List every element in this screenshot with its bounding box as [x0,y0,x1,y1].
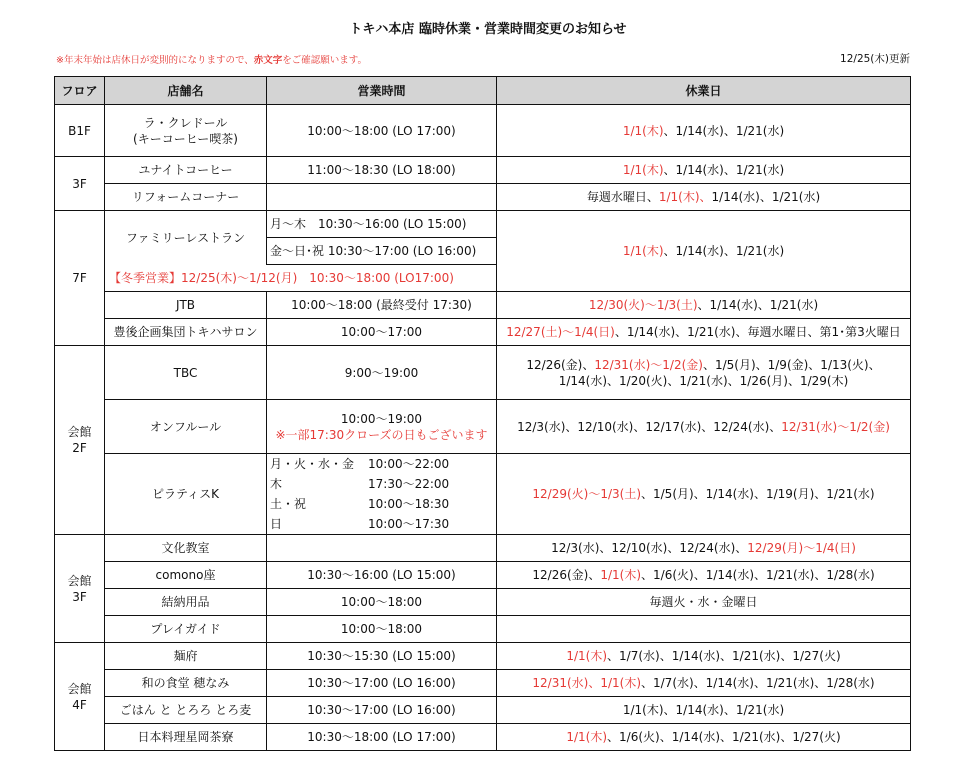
winter-hours-note: 【冬季営業】12/25(木)～1/12(月) 10:30～18:00 (LO17:00) [105,265,497,292]
floor-cell: 3F [55,157,105,211]
hours-cell: 10:30～17:00 (LO 16:00) [267,697,497,724]
header-closed: 休業日 [497,77,911,105]
closed-cell: 12/30(火)～1/3(土)、1/14(水)、1/21(水) [497,292,911,319]
header-hours: 営業時間 [267,77,497,105]
store-name: ユナイトコーヒー [105,157,267,184]
table-row [55,616,911,643]
table-row [55,454,911,535]
closed-cell: 1/1(木)、1/7(水)、1/14(水)、1/21(水)、1/27(火) [497,643,911,670]
table-row [55,589,911,616]
closed-cell: 12/31(水)、1/1(木)、1/7(水)、1/14(水)、1/21(水)、1/28(水) [497,670,911,697]
hours-cell: 10:00～19:00 ※一部17:30クローズの日もございます [267,400,497,454]
table-row [55,670,911,697]
hours-cell [267,184,497,211]
table-row [55,562,911,589]
store-name: 和の食堂 穂なみ [105,670,267,697]
table-row [55,211,911,238]
floor-cell: 7F [55,211,105,346]
store-name: 豊後企画集団トキハサロン [105,319,267,346]
store-name: 麺府 [105,643,267,670]
table-row [55,184,911,211]
store-name: 結納用品 [105,589,267,616]
store-name: 日本料理星岡茶寮 [105,724,267,751]
hours-cell: 月～木 10:30～16:00 (LO 15:00) [267,211,497,238]
store-name: comono座 [105,562,267,589]
hours-cell: 10:00～18:00 [267,616,497,643]
table-row [55,319,911,346]
store-name: プレイガイド [105,616,267,643]
header-store: 店舗名 [105,77,267,105]
closed-cell: 毎週水曜日、1/1(木)、1/14(水)、1/21(水) [497,184,911,211]
hours-cell: 10:30～16:00 (LO 15:00) [267,562,497,589]
table-row [55,724,911,751]
hours-cell: 10:00～17:00 [267,319,497,346]
table-row [55,105,911,157]
table-row [55,400,911,454]
store-name: オンフルール [105,400,267,454]
notice-emphasis: 赤文字 [253,55,283,66]
closed-cell: 12/26(金)、12/31(水)～1/2(金)、1/5(月)、1/9(金)、1/13(火)、 1/14(水)、1/20(火)、1/21(水)、1/26(月)、1/29(木) [497,346,911,400]
hours-note: ※一部17:30クローズの日もございます [275,427,488,442]
table-row [55,697,911,724]
store-name: リフォームコーナー [105,184,267,211]
closed-cell: 12/29(火)～1/3(土)、1/5(月)、1/14(水)、1/19(月)、1/21(水) [497,454,911,535]
closed-cell: 1/1(木)、1/14(水)、1/21(水) [497,105,911,157]
table-row [55,535,911,562]
hours-cell [267,535,497,562]
hours-cell: 10:00～18:00 (LO 17:00) [267,105,497,157]
closed-cell: 1/1(木)、1/14(水)、1/21(水) [497,211,911,292]
closed-cell: 12/26(金)、1/1(木)、1/6(火)、1/14(水)、1/21(水)、1/28(水) [497,562,911,589]
closed-cell [497,616,911,643]
hours-cell: 10:30～15:30 (LO 15:00) [267,643,497,670]
hours-cell: 11:00～18:30 (LO 18:00) [267,157,497,184]
closed-cell: 毎週火・水・金曜日 [497,589,911,616]
table-header-row [55,77,911,105]
closed-cell: 12/27(土)～1/4(日)、1/14(水)、1/21(水)、毎週水曜日、第1･第3火曜日 [497,319,911,346]
store-name: ラ・クレドール (キーコーヒー喫茶) [105,105,267,157]
notice-text: ※年末年始は店休日が変則的になりますので、赤文字をご確認願います。 [56,55,368,66]
table-row [55,346,911,400]
floor-cell: 会館 3F [55,535,105,643]
table-row [55,643,911,670]
page-title: トキハ本店 臨時休業・営業時間変更のお知らせ [349,22,627,37]
closed-cell: 1/1(木)、1/6(火)、1/14(水)、1/21(水)、1/27(火) [497,724,911,751]
hours-cell: 9:00～19:00 [267,346,497,400]
store-name: ごはん と とろろ とろ麦 [105,697,267,724]
hours-cell: 10:00～18:00 [267,589,497,616]
header-floor: フロア [55,77,105,105]
closed-cell: 1/1(木)、1/14(水)、1/21(水) [497,157,911,184]
store-name: 文化教室 [105,535,267,562]
store-name: ファミリーレストラン [105,211,267,265]
closed-cell: 12/3(水)、12/10(水)、12/17(水)、12/24(水)、12/31(水)～1/2(金) [497,400,911,454]
store-name: TBC [105,346,267,400]
table-row [55,292,911,319]
floor-cell: 会館 2F [55,346,105,535]
closed-cell: 1/1(木)、1/14(水)、1/21(水) [497,697,911,724]
hours-cell: 10:30～18:00 (LO 17:00) [267,724,497,751]
schedule-table [54,76,911,751]
store-name: ピラティスK [105,454,267,535]
store-name: JTB [105,292,267,319]
hours-cell: 10:30～17:00 (LO 16:00) [267,670,497,697]
closed-cell: 12/3(水)、12/10(水)、12/24(水)、12/29(月)～1/4(日) [497,535,911,562]
hours-cell: 10:00～18:00 (最終受付 17:30) [267,292,497,319]
floor-cell: B1F [55,105,105,157]
hours-cell: 月・火・水・金 10:00～22:00 木 17:30～22:00 土・祝 10:00～18:30 日 10:00～17:30 [267,454,497,535]
updated-date: 12/25(木)更新 [840,53,910,65]
table-row [55,157,911,184]
hours-cell: 金～日･祝 10:30～17:00 (LO 16:00) [267,238,497,265]
floor-cell: 会館 4F [55,643,105,751]
